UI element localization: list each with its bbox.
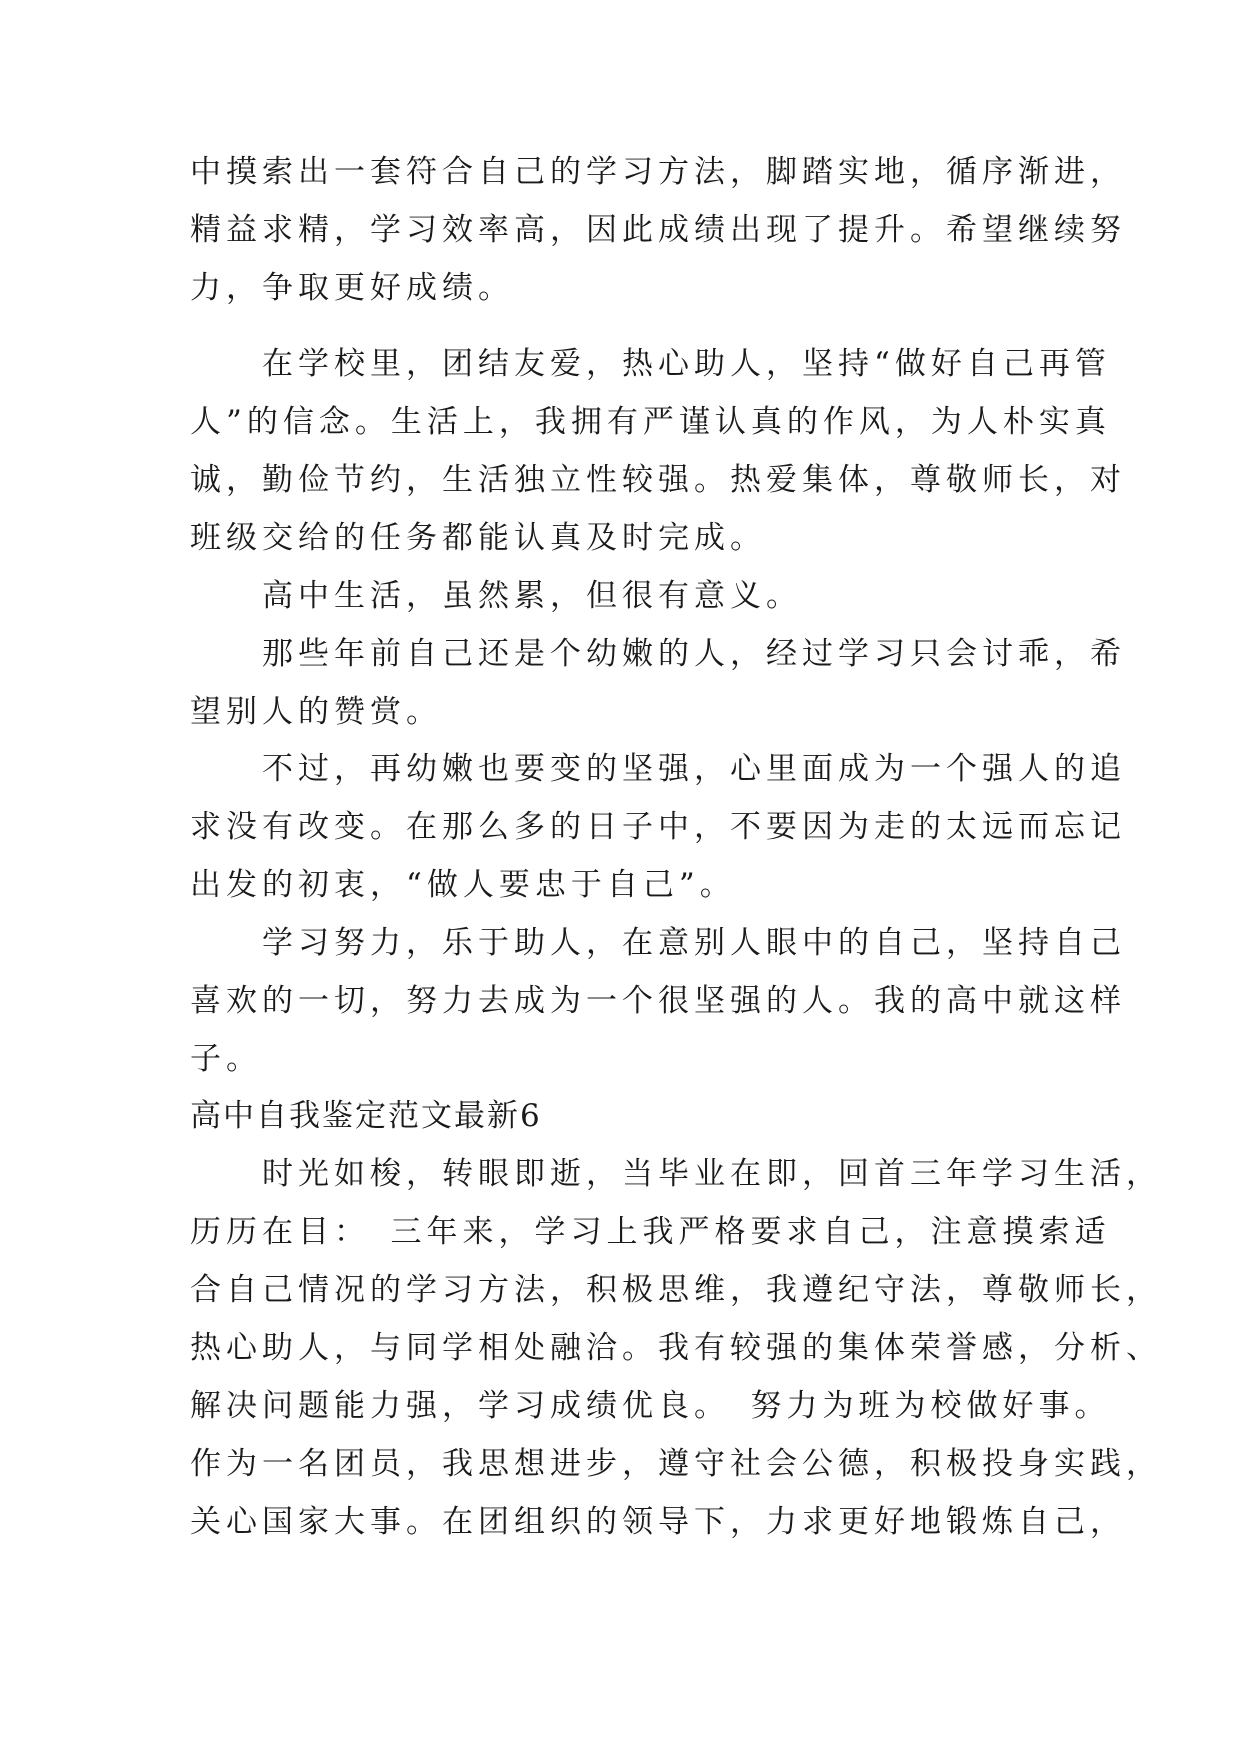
text-line: 那些年前自己还是个幼嫩的人，经过学习只会讨乖，希 [190,636,1126,672]
text-line: 在学校里，团结友爱，热心助人，坚持“做好自己再管 [190,346,1111,382]
text-line: 人”的信念。生活上，我拥有严谨认真的作风，为人朴实真 [190,404,1111,440]
text-line: 出发的初衷，“做人要忠于自己”。 [190,867,736,903]
text-line: 不过，再幼嫩也要变的坚强，心里面成为一个强人的追 [190,751,1126,787]
text-line: 精益求精，学习效率高，因此成绩出现了提升。希望继续努 [190,212,1126,248]
text-line: 诚，勤俭节约，生活独立性较强。热爱集体，尊敬师长，对 [190,462,1126,498]
text-line: 班级交给的任务都能认真及时完成。 [190,520,766,556]
text-line: 合自己情况的学习方法，积极思维，我遵纪守法，尊敬师长， [190,1272,1162,1308]
text-line: 望别人的赞赏。 [190,694,442,730]
text-line: 喜欢的一切，努力去成为一个很坚强的人。我的高中就这样 [190,983,1126,1019]
text-line: 求没有改变。在那么多的日子中，不要因为走的太远而忘记 [190,809,1126,845]
text-line: 关心国家大事。在团组织的领导下，力求更好地锻炼自己， [190,1504,1126,1540]
section-heading: 高中自我鉴定范文最新6 [190,1098,542,1134]
text-line: 历历在目： 三年来，学习上我严格要求自己，注意摸索适 [190,1214,1111,1250]
text-line: 子。 [190,1041,262,1077]
text-line: 解决问题能力强，学习成绩优良。 努力为班为校做好事。 [190,1388,1111,1424]
text-line: 学习努力，乐于助人，在意别人眼中的自己，坚持自己 [190,925,1126,961]
text-line: 中摸索出一套符合自己的学习方法，脚踏实地，循序渐进， [190,154,1126,190]
text-line: 作为一名团员，我思想进步，遵守社会公德，积极投身实践， [190,1446,1162,1482]
text-line: 力，争取更好成绩。 [190,270,514,306]
text-line: 时光如梭，转眼即逝，当毕业在即，回首三年学习生活， [190,1156,1162,1192]
text-line: 高中生活，虽然累，但很有意义。 [190,578,802,614]
text-line: 热心助人，与同学相处融洽。我有较强的集体荣誉感，分析、 [190,1330,1162,1366]
